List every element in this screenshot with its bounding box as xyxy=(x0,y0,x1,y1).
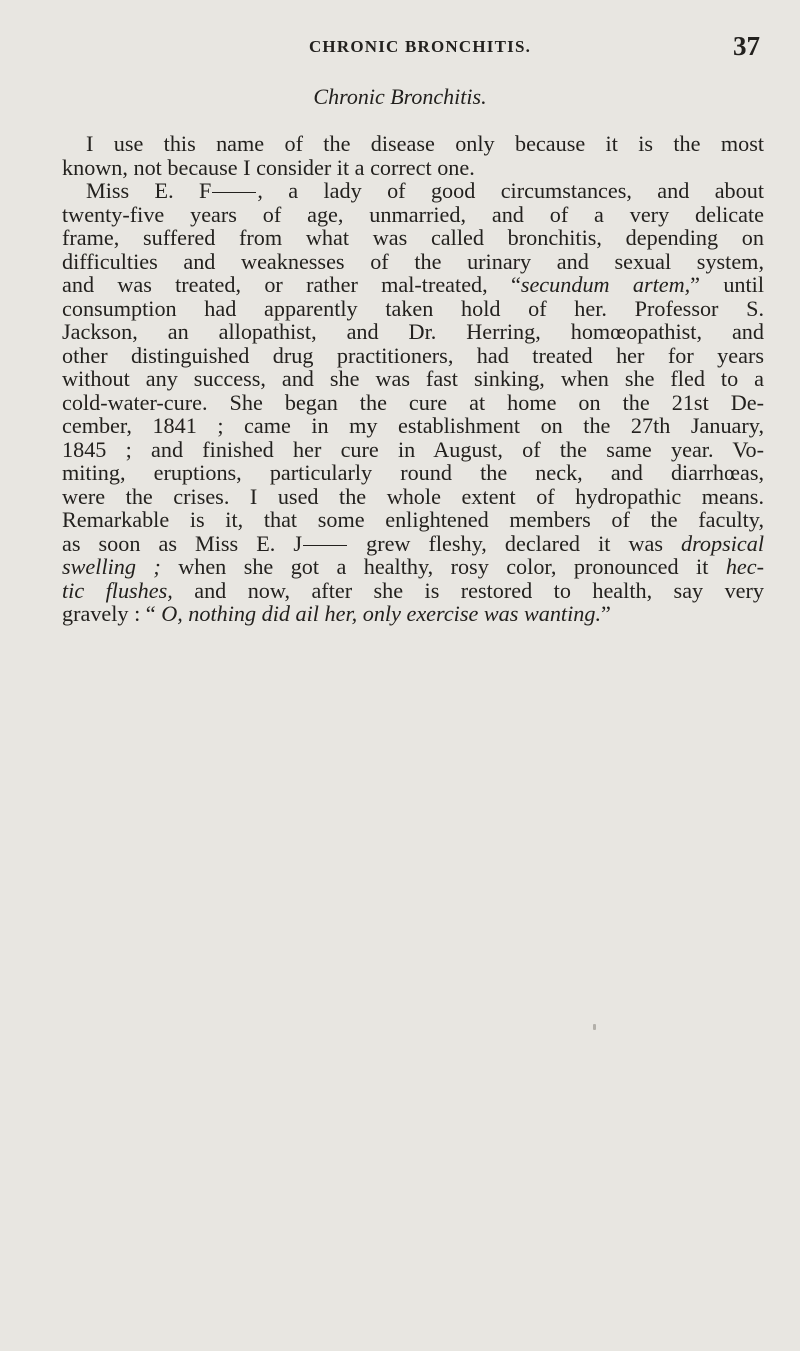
body-text xyxy=(62,132,764,626)
text-line: cember, 1841 ; came in my establishment on the 27th January, xyxy=(62,413,764,438)
text-line: other distinguished drug practitioners, had treated her for years xyxy=(62,342,764,368)
italic-phrase: dropsical xyxy=(681,530,765,556)
em-rule xyxy=(303,545,347,546)
text-line: difficulties and weaknesses of the urinary and sexual system, xyxy=(62,248,764,274)
text-run: when she got a healthy, rosy color, pronounced it xyxy=(160,554,726,579)
text-line xyxy=(62,555,764,579)
text-run: Miss E. F xyxy=(86,178,212,203)
text-line: miting, eruptions, particularly round the neck, and diarrhœas, xyxy=(62,460,764,485)
text-run: gravely : “ xyxy=(62,601,162,626)
text-line: 1845 ; and finished her cure in August, of the same year. Vo- xyxy=(62,436,764,462)
text-line: were the crises. I used the whole extent of hydropathic means. xyxy=(62,483,764,509)
paper-speck xyxy=(593,1024,596,1030)
text-line: frame, suffered from what was called bronchitis, depending on xyxy=(62,225,764,250)
text-line: Jackson, an allopathist, and Dr. Herring, homœopathist, and xyxy=(62,319,764,344)
text-line xyxy=(62,579,764,603)
italic-phrase: tic flushes, xyxy=(62,577,173,603)
text-line: without any success, and she was fast sinking, when she fled to a xyxy=(62,366,764,391)
page-number: 37 xyxy=(733,31,760,61)
text-line xyxy=(62,179,764,203)
text-line: known, not because I consider it a correct one. xyxy=(62,154,475,180)
text-run: grew fleshy, declared it was xyxy=(348,530,682,556)
text-line xyxy=(62,273,764,297)
section-title: Chronic Bronchitis. xyxy=(313,84,487,109)
italic-phrase: swelling ; xyxy=(62,554,161,579)
latin-phrase: secundum artem, xyxy=(520,272,691,297)
text-run: as soon as Miss E. J xyxy=(62,530,303,556)
text-line xyxy=(62,602,764,626)
text-run: , a lady of good circumstances, and about xyxy=(257,178,764,203)
running-title: CHRONIC BRONCHITIS. xyxy=(308,37,532,56)
running-head xyxy=(60,31,780,64)
text-line xyxy=(62,532,764,556)
text-line: Remarkable is it, that some enlightened members of the faculty, xyxy=(62,507,764,532)
em-rule xyxy=(212,192,256,193)
text-line: consumption had apparently taken hold of her. Professor S. xyxy=(62,295,764,321)
text-run: ” xyxy=(601,601,611,626)
text-line: I use this name of the disease only because it is the most xyxy=(86,131,764,156)
text-run: ” until xyxy=(690,272,764,297)
text-run: and was treated, or rather mal-treated, “ xyxy=(62,272,521,297)
text-line: cold-water-cure. She began the cure at home on the 21st De- xyxy=(62,389,764,415)
text-run: and now, after she is restored to health, say very xyxy=(172,577,764,603)
italic-phrase: hec- xyxy=(725,554,764,579)
italic-quote: O, nothing did ail her, only exercise was wanting. xyxy=(161,601,601,626)
text-line: twenty-five years of age, unmarried, and of a very delicate xyxy=(62,201,764,227)
